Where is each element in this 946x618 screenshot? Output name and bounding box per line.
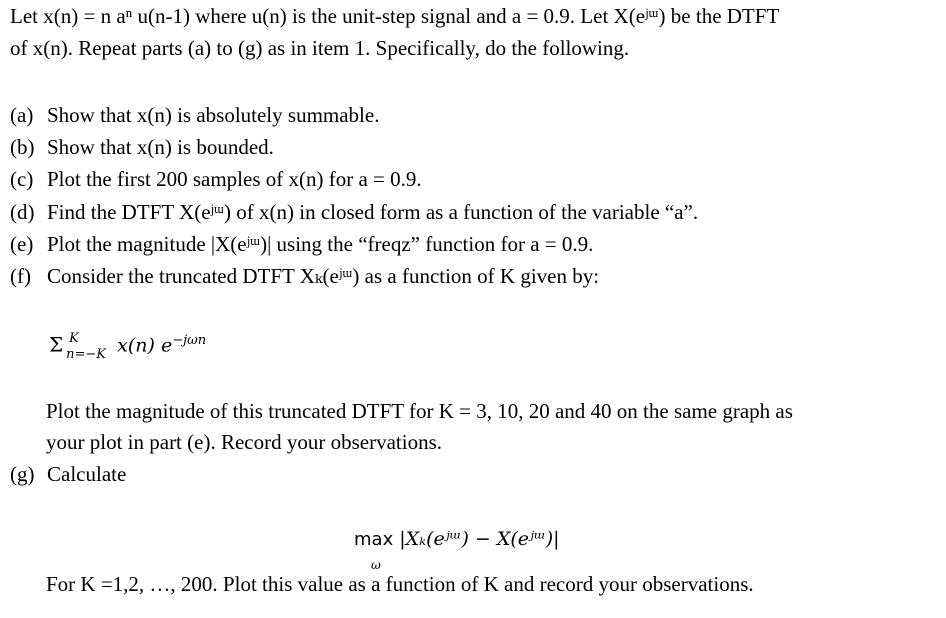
item-text: Calculate [47,462,127,486]
sum-lower-limit: n=−K [66,347,107,362]
item-label: (b) [10,135,35,159]
sum-upper-limit: K [69,331,79,346]
sigma-symbol: Σ [49,332,64,357]
max-subscript: ω [371,558,381,572]
sum-exponent: −jωn [172,333,207,348]
intro-line-2: of x(n). Repeat parts (a) to (g) as in item 1. Specifically, do the following. [10,36,630,60]
max-error-formula [354,526,560,572]
item-text: Plot the first 200 samples of x(n) for a = 0.9. [47,167,422,191]
item-g [10,461,126,487]
item-e [10,231,593,257]
sum-body: x(n) e [117,334,173,357]
item-label: (g) [10,462,35,486]
part-f-text-line-2: your plot in part (e). Record your observations. [46,430,442,454]
item-label: (d) [10,200,35,224]
item-text: Consider the truncated DTFT Xₖ(eʲᵚ) as a function of K given by: [47,264,600,288]
item-f [10,263,599,289]
item-label: (c) [10,167,34,191]
item-text: Show that x(n) is bounded. [47,135,274,159]
final-instruction: For K =1,2, …, 200. Plot this value as a function of K and record your observations. [46,572,754,596]
item-text: Show that x(n) is absolutely summable. [47,103,380,127]
max-operator: max [354,529,394,550]
truncated-dtft-formula [49,326,206,360]
item-c [10,166,422,192]
item-label: (a) [10,103,34,127]
item-label: (f) [10,264,31,288]
item-label: (e) [10,232,34,256]
item-d [10,199,698,225]
item-b [10,134,274,160]
part-f-text-line-1: Plot the magnitude of this truncated DTFT for K = 3, 10, 20 and 40 on the same graph as [46,399,793,423]
item-text: Plot the magnitude |X(eʲᵚ)| using the “freqz” function for a = 0.9. [47,232,594,256]
item-text: Find the DTFT X(eʲᵚ) of x(n) in closed form as a function of the variable “a”. [47,200,699,224]
item-a [10,102,379,128]
intro-line-1: Let x(n) = n aⁿ u(n-1) where u(n) is the unit-step signal and a = 0.9. Let X(eʲᵚ) be the DTFT [10,4,780,28]
sum-limits [63,326,117,362]
max-expression: |Xₖ(eʲᵚ) − X(eʲᵚ)| [399,528,560,550]
